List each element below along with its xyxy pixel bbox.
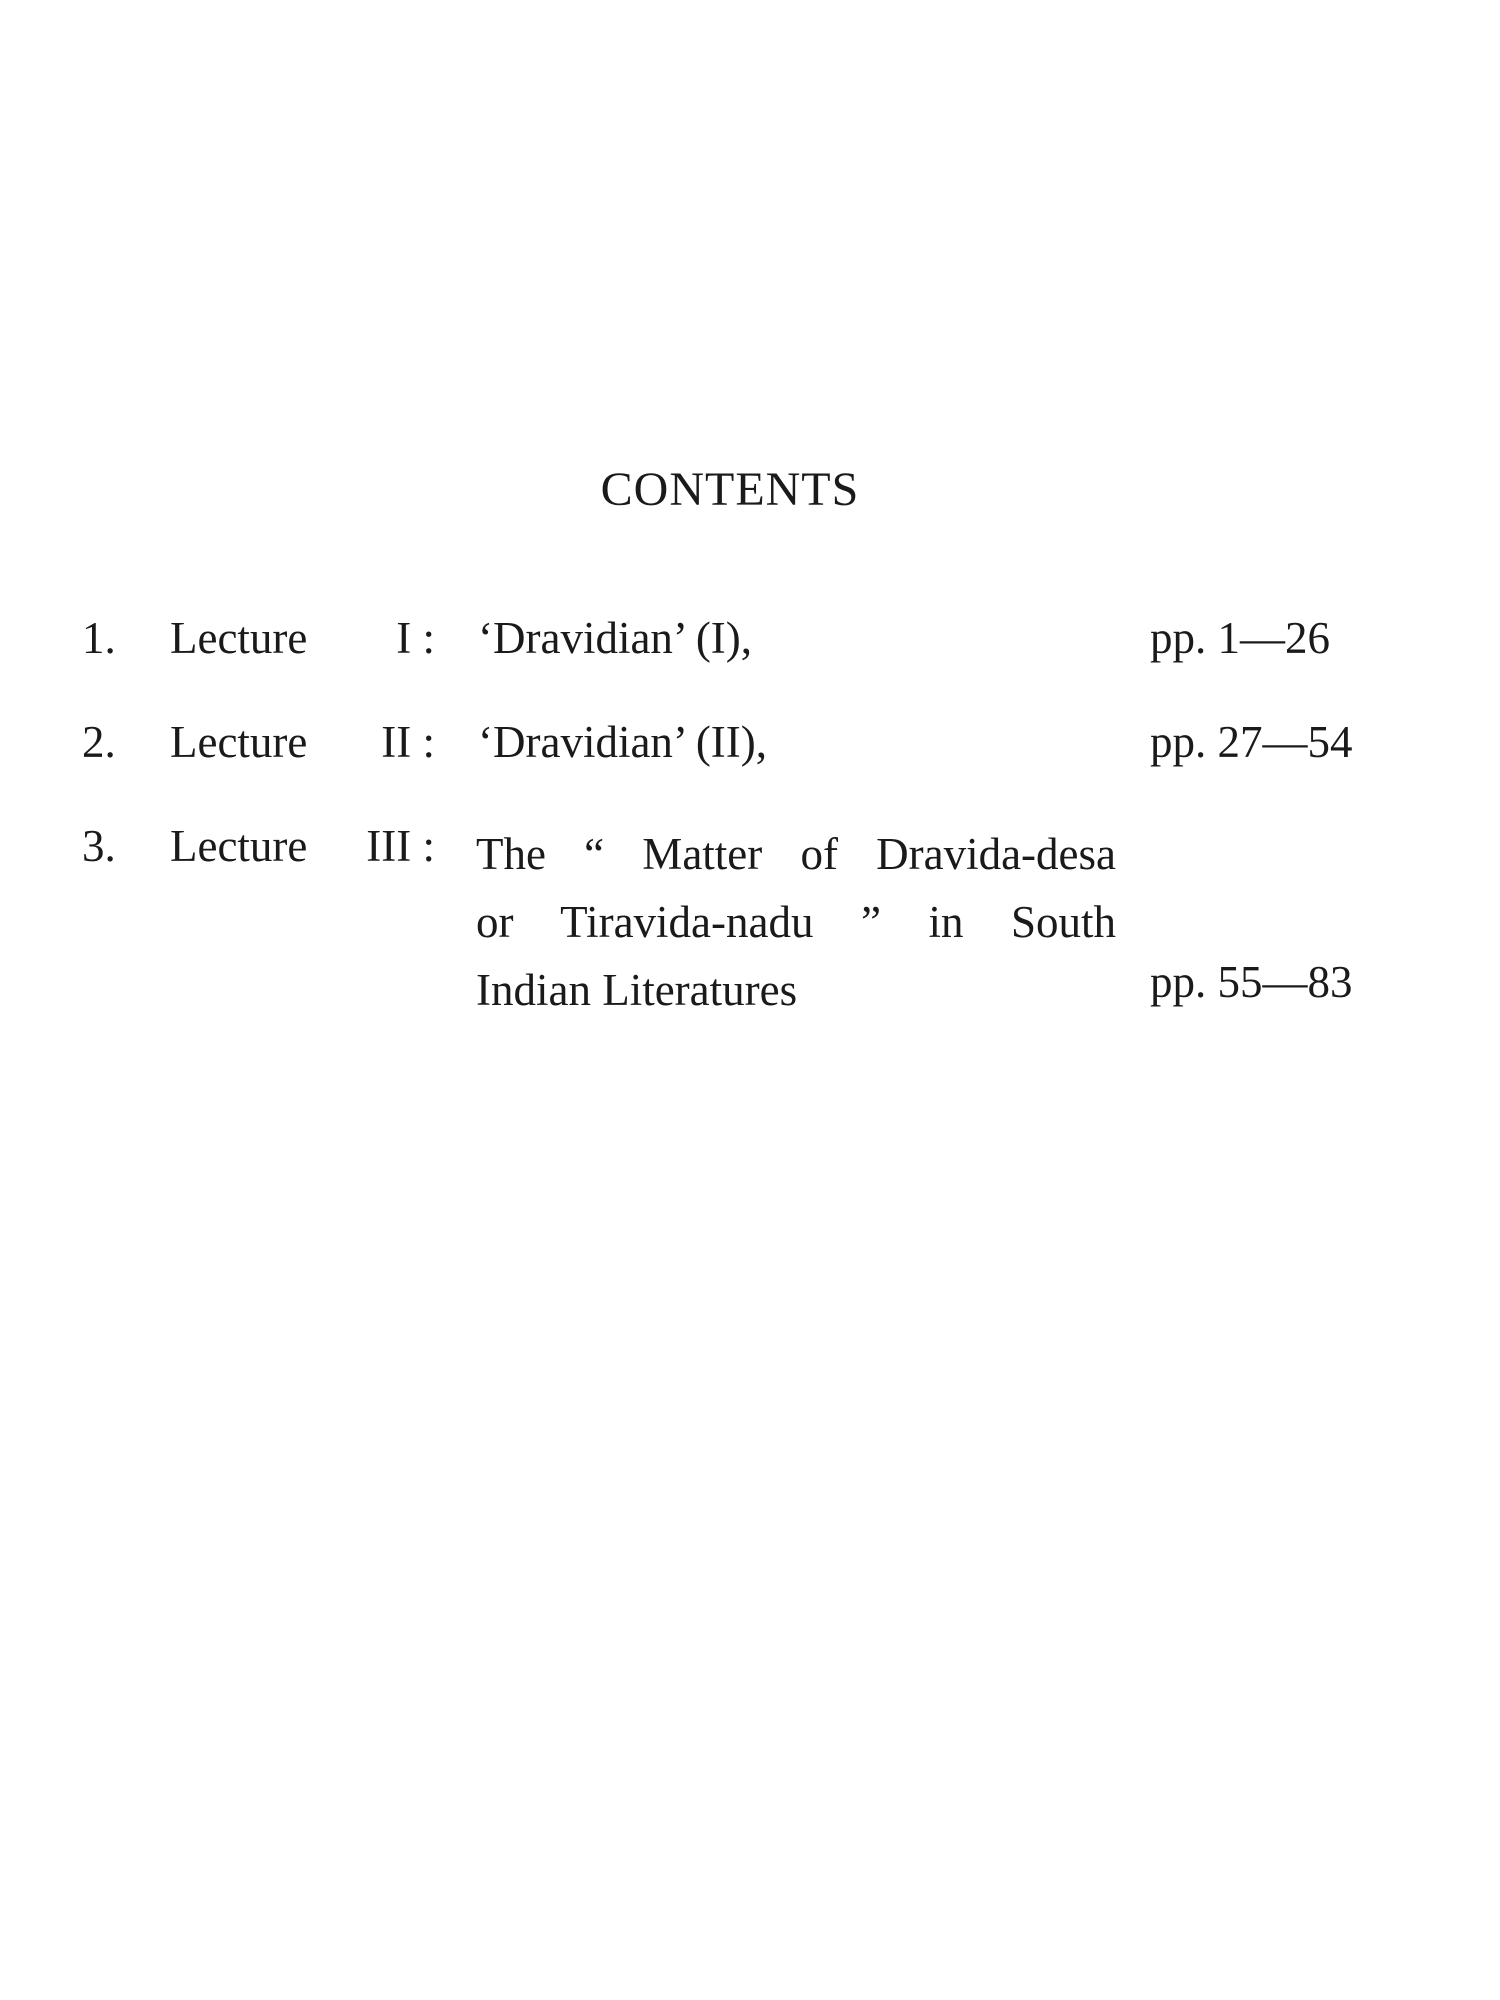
page-range: pp. 27—54 bbox=[1150, 717, 1353, 767]
page-range: pp. 1—26 bbox=[1150, 613, 1330, 663]
lecture-label: Lecture bbox=[170, 821, 308, 871]
lecture-title-line: or Tiravida-nadu ” in South bbox=[476, 897, 1116, 947]
lecture-numeral: I : bbox=[396, 613, 435, 663]
lecture-numeral: II : bbox=[381, 717, 435, 767]
lecture-label: Lecture bbox=[170, 613, 308, 663]
entry-number: 2. bbox=[82, 717, 116, 767]
lecture-title bbox=[476, 820, 1116, 1024]
lecture-title-line: Indian Literatures bbox=[476, 965, 798, 1015]
lecture-title: ‘Dravidian’ (I), bbox=[478, 613, 753, 663]
lecture-title-line: The “ Matter of Dravida-desa bbox=[476, 829, 1116, 879]
lecture-numeral: III : bbox=[366, 821, 435, 871]
page-range: pp. 55—83 bbox=[1150, 957, 1353, 1007]
entry-number: 1. bbox=[82, 613, 116, 663]
contents-heading: CONTENTS bbox=[600, 463, 860, 516]
lecture-label: Lecture bbox=[170, 717, 308, 767]
entry-number: 3. bbox=[82, 821, 116, 871]
lecture-title: ‘Dravidian’ (II), bbox=[478, 717, 768, 767]
